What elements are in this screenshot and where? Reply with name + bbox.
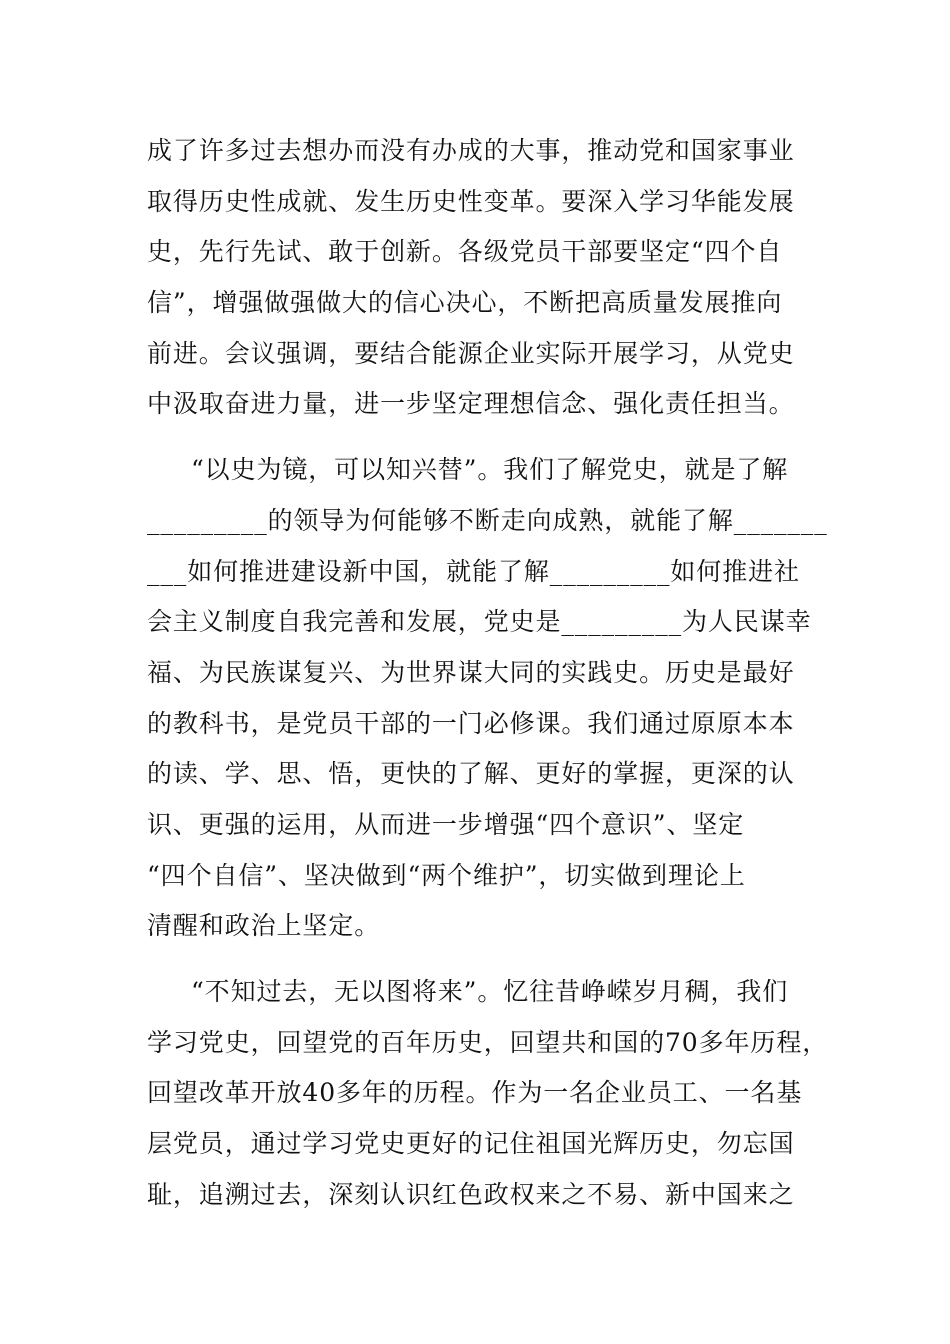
text-line: 的教科书，是党员干部的一门必修课。我们通过原原本本 (147, 708, 795, 738)
text-line: 学习党史，回望党的百年历史，回望共和国的70多年历程， (147, 1027, 829, 1057)
text-line: 的读、学、思、悟，更快的了解、更好的掌握，更深的认 (147, 759, 795, 789)
text-line: 识、更强的运用，从而进一步增强“四个意识”、坚定 (147, 809, 745, 839)
text-line: 福、为民族谋复兴、为世界谋大同的实践史。历史是最好 (147, 657, 795, 687)
text-line: 回望改革开放40多年的历程。作为一名企业员工、一名基 (147, 1078, 803, 1108)
paragraph-spacer (147, 952, 807, 967)
text-line: 层党员，通过学习党史更好的记住祖国光辉历史，勿忘国 (147, 1129, 795, 1159)
text-line: 取得历史性成就、发生历史性变革。要深入学习华能发展 (147, 186, 795, 216)
text-line: 会主义制度自我完善和发展，党史是_________为人民谋幸 (147, 607, 812, 637)
text-line: “四个自信”、坚决做到“两个维护”，切实做到理论上 (147, 860, 746, 890)
text-line: 耻，追溯过去，深刻认识红色政权来之不易、新中国来之 (147, 1179, 795, 1209)
paragraph-2 (147, 445, 828, 952)
paragraph-spacer (147, 430, 807, 445)
paragraph-3 (147, 967, 829, 1220)
text-line: 清醒和政治上坚定。 (147, 911, 381, 941)
text-line: 成了许多过去想办而没有办成的大事，推动党和国家事业 (147, 136, 795, 165)
document-body (147, 126, 829, 1220)
text-line: _________的领导为何能够不断走向成熟，就能了解_______ (147, 505, 828, 535)
text-line: ___如何推进建设新中国，就能了解_________如何推进社 (147, 556, 800, 586)
text-line-first: “以史为镜，可以知兴替”。我们了解党史，就是了解 (191, 455, 789, 485)
text-line-first: “不知过去，无以图将来”。忆往昔峥嵘岁月稠，我们 (191, 977, 789, 1006)
text-line: 前进。会议强调，要结合能源企业实际开展学习，从党史 (147, 338, 795, 368)
text-line: 信”，增强做强做大的信心决心，不断把高质量发展推向 (147, 288, 783, 318)
text-line: 史，先行先试、敢于创新。各级党员干部要坚定“四个自 (147, 237, 783, 267)
text-line: 中汲取奋进力量，进一步坚定理想信念、强化责任担当。 (147, 389, 795, 419)
paragraph-1 (147, 126, 807, 430)
